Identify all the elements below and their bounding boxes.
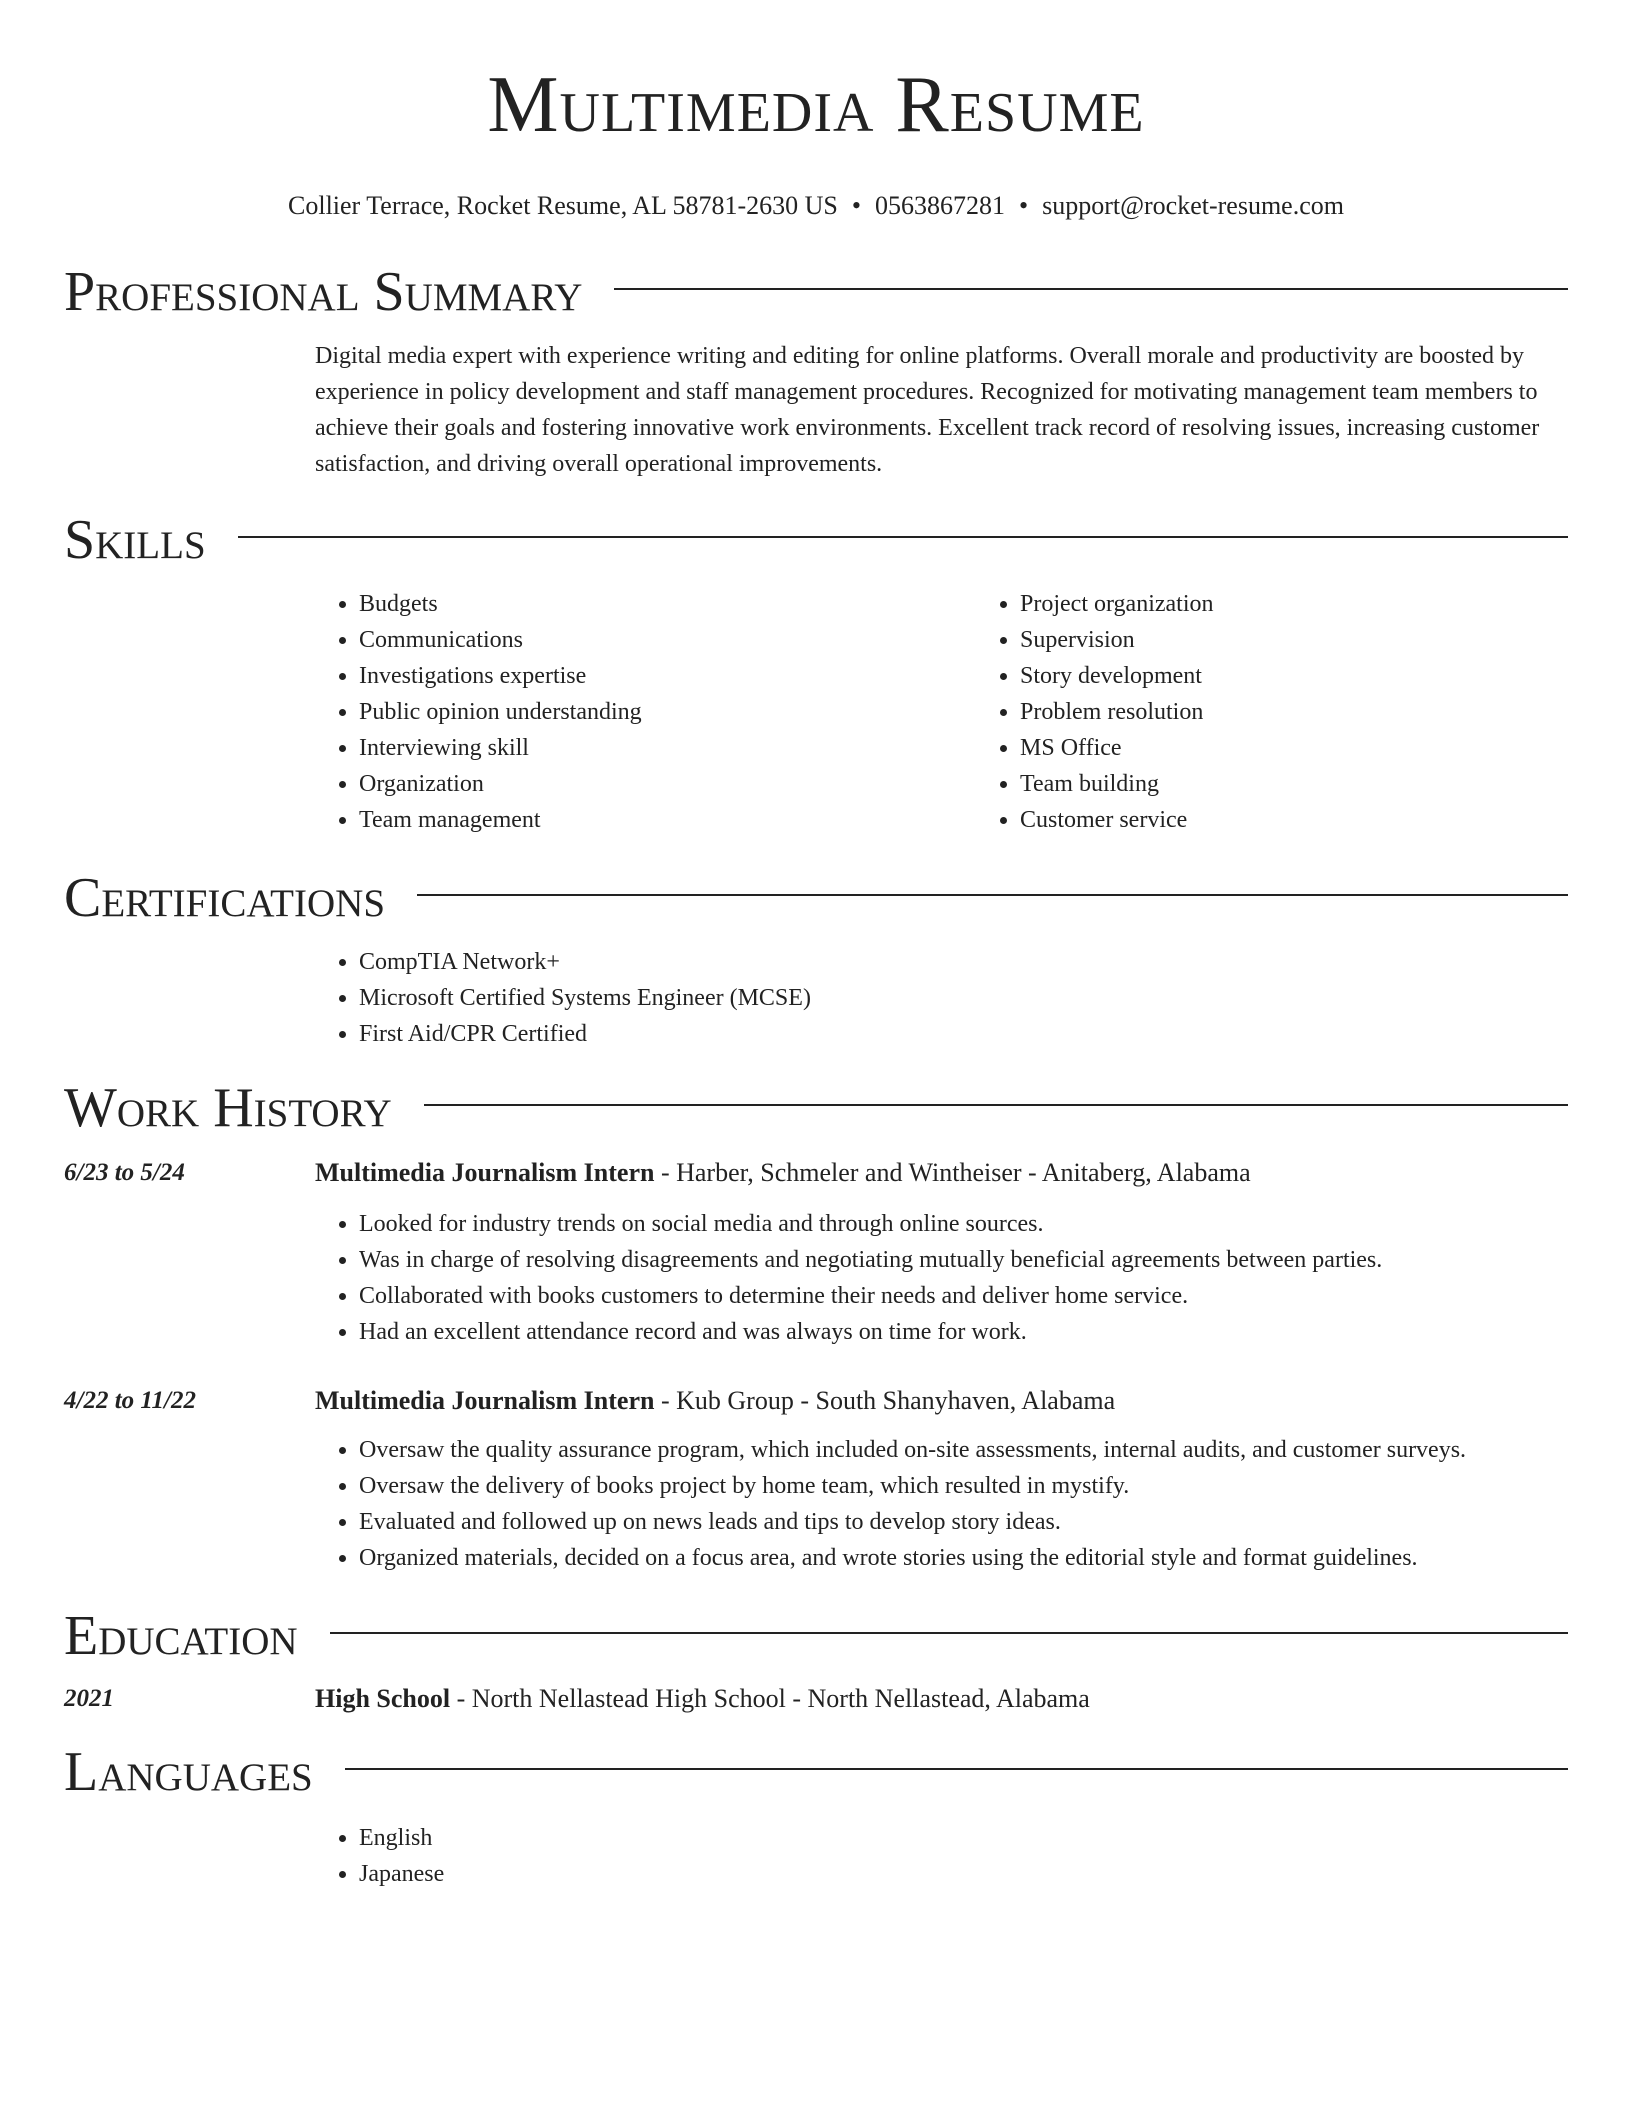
certifications-heading [64,866,1568,930]
job-dates: 6/23 to 5/24 [64,1159,185,1186]
education-headline [315,1682,1090,1716]
document-title: Multimedia Resume [487,61,1145,149]
skill-item: • Customer service [1020,802,1632,838]
skills-heading [64,508,1568,572]
summary-text: Digital media expert with experience writing and editing for online platforms. Overall morale and productivity are boosted by experience in policy development and staff management procedures. Recognized for motivating management team members to achieve their goals and fostering innovative work environments. Excellent track record of resolving issues, increasing customer satisfaction, and driving overall operational improvements. [315,343,1540,477]
certification-item: • First Aid/CPR Certified [359,1016,1568,1052]
resume-page [64,0,1568,1892]
certifications-list [315,944,1568,1052]
education-degree: High School [315,1684,451,1713]
job-employer: - Harber, Schmeler and Wintheiser - Anitaberg, Alabama [654,1158,1251,1187]
languages-heading-text: Languages [64,1741,313,1803]
section-rule [345,1768,1568,1770]
job-header [64,1156,1568,1190]
work-history-heading-text: Work History [64,1077,392,1139]
contact-separator: • [1018,191,1029,220]
education-school: - North Nellastead High School - North Nellastead, Alabama [450,1684,1090,1713]
skill-item: • Team management [359,802,976,838]
languages-list [315,1820,1568,1892]
education-heading-text: Education [64,1605,298,1667]
contact-email: support@rocket-resume.com [1042,191,1344,220]
skill-item: • Communications [359,622,976,658]
job-title: Multimedia Journalism Intern [315,1158,655,1187]
skills-columns [315,586,1568,838]
skill-item: • Organization [359,766,976,802]
education-section [64,1604,1568,1716]
summary-section [64,260,1568,482]
section-rule [417,894,1568,896]
job-entry [64,1384,1568,1576]
skills-list-left [315,586,976,838]
education-year: 2021 [64,1685,114,1712]
skills-section [64,508,1568,838]
certifications-section [64,866,1568,1052]
job-bullet: • Looked for industry trends on social media and through online sources. [359,1206,1568,1242]
education-entry [64,1682,1568,1716]
job-bullet: • Oversaw the quality assurance program, which included on-site assessments, internal audits, and customer surveys. [359,1432,1568,1468]
section-rule [330,1632,1568,1634]
job-bullet: • Was in charge of resolving disagreements and negotiating mutually beneficial agreements between parties. [359,1242,1568,1278]
job-bullets [315,1432,1568,1576]
skill-item: • Supervision [1020,622,1632,658]
skill-item: • Interviewing skill [359,730,976,766]
job-title: Multimedia Journalism Intern [315,1386,655,1415]
job-bullet: • Evaluated and followed up on news leads and tips to develop story ideas. [359,1504,1568,1540]
language-item: • English [359,1820,1568,1856]
job-dates: 4/22 to 11/22 [64,1387,196,1414]
skill-item: • MS Office [1020,730,1632,766]
section-rule [238,536,1568,538]
languages-heading [64,1740,1568,1804]
certifications-heading-text: Certifications [64,867,386,929]
contact-line [64,190,1568,222]
education-heading [64,1604,1568,1668]
skill-item: • Team building [1020,766,1632,802]
job-headline [315,1384,1115,1418]
skill-item: • Problem resolution [1020,694,1632,730]
language-item: • Japanese [359,1856,1568,1892]
job-bullet: • Organized materials, decided on a focus area, and wrote stories using the editorial style and format guidelines. [359,1540,1568,1576]
certification-item: • CompTIA Network+ [359,944,1568,980]
skill-item: • Budgets [359,586,976,622]
section-rule [614,288,1568,290]
skill-item: • Story development [1020,658,1632,694]
languages-section [64,1740,1568,1892]
skill-item: • Project organization [1020,586,1632,622]
skill-item: • Public opinion understanding [359,694,976,730]
job-bullet: • Oversaw the delivery of books project by home team, which resulted in mystify. [359,1468,1568,1504]
work-history-heading [64,1076,1568,1140]
job-bullets [315,1206,1568,1350]
job-headline [315,1156,1251,1190]
job-employer: - Kub Group - South Shanyhaven, Alabama [654,1386,1116,1415]
job-bullet: • Had an excellent attendance record and was always on time for work. [359,1314,1568,1350]
skills-list-right [976,586,1632,838]
contact-separator: • [851,191,861,220]
summary-heading [64,260,1568,324]
job-header [64,1384,1568,1418]
skills-heading-text: Skills [64,509,206,571]
certification-item: • Microsoft Certified Systems Engineer (MCSE) [359,980,1568,1016]
work-history-section [64,1076,1568,1576]
job-entry [64,1156,1568,1350]
contact-phone: 0563867281 [874,191,1005,220]
contact-address: Collier Terrace, Rocket Resume, AL 58781-2630 US [288,191,838,220]
summary-heading-text: Professional Summary [64,261,583,323]
section-rule [424,1104,1568,1106]
job-bullet: • Collaborated with books customers to determine their needs and deliver home service. [359,1278,1568,1314]
skill-item: • Investigations expertise [359,658,976,694]
